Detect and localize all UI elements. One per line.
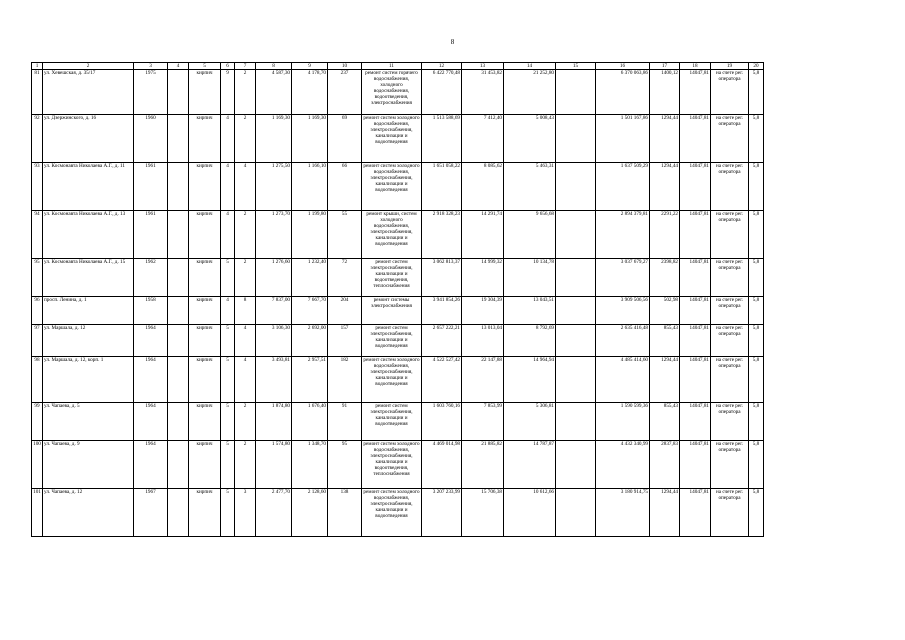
table-row <box>32 441 764 489</box>
residents-cell: 204 <box>328 297 362 325</box>
cost-a-cell: 31 453,82 <box>462 70 504 115</box>
row-number-cell: 100 <box>32 441 43 489</box>
cost-per-m2-cell: 1400,12 <box>650 70 680 115</box>
cost-per-m2-cell: 502,98 <box>650 297 680 325</box>
cost-per-m2-cell: 855,43 <box>650 325 680 357</box>
works-cell: ремонт систем электроснабжения, канализации и водоотведения <box>362 325 422 357</box>
rate-cell: 5,8 <box>749 441 764 489</box>
col4-cell <box>168 297 189 325</box>
cost-b-cell: 5 463,31 <box>504 163 556 211</box>
col4-cell <box>168 70 189 115</box>
rate-cell: 5,8 <box>749 403 764 441</box>
address-cell: ул. Космонавта Николаева А.Г., д. 11 <box>43 163 134 211</box>
limit-cell: 14047,81 <box>680 211 711 259</box>
col4-cell <box>168 325 189 357</box>
row-number-cell: 93 <box>32 163 43 211</box>
entrances-cell: 2 <box>235 441 256 489</box>
total-cost-cell: 6 422 770,48 <box>422 70 462 115</box>
address-cell: просп. Ленина, д. 1 <box>43 297 134 325</box>
col15-cell <box>556 115 596 163</box>
works-cell: ремонт крыши, систем холодного водоснабжения, электроснабжения, канализации и водоотведения <box>362 211 422 259</box>
residents-cell: 91 <box>328 403 362 441</box>
table-row <box>32 489 764 537</box>
year-cell: 1964 <box>134 357 168 403</box>
address-cell: ул. Хевешская, д. 35/17 <box>43 70 134 115</box>
table-row <box>32 259 764 297</box>
year-cell: 1961 <box>134 163 168 211</box>
rate-cell: 5,8 <box>749 115 764 163</box>
wall-material-cell: кирпич <box>189 403 221 441</box>
total-area-cell: 1 574,80 <box>256 441 292 489</box>
address-cell: ул. Чапаева, д. 5 <box>43 403 134 441</box>
year-cell: 1964 <box>134 403 168 441</box>
year-cell: 1964 <box>134 441 168 489</box>
living-area-cell: 2 692,00 <box>292 325 328 357</box>
col4-cell <box>168 211 189 259</box>
cost-b-cell: 8 792,69 <box>504 325 556 357</box>
total-cost-cell: 1 513 588,69 <box>422 115 462 163</box>
row-number-cell: 101 <box>32 489 43 537</box>
entrances-cell: 4 <box>235 325 256 357</box>
column-number-cell: 5 <box>189 63 221 70</box>
total-cost-cell: 1 651 058,22 <box>422 163 462 211</box>
residents-cell: 182 <box>328 357 362 403</box>
works-cell: ремонт систем холодного водоснабжения, электроснабжения, канализации и водоотведения <box>362 489 422 537</box>
cost-c-cell: 6 370 063,86 <box>596 70 650 115</box>
column-number-cell: 6 <box>221 63 235 70</box>
cost-per-m2-cell: 2291,22 <box>650 211 680 259</box>
address-cell: ул. Маршала, д. 12, корп. 1 <box>43 357 134 403</box>
limit-cell: 14047,81 <box>680 403 711 441</box>
column-number-cell: 2 <box>43 63 134 70</box>
col15-cell <box>556 403 596 441</box>
floors-cell: 5 <box>221 441 235 489</box>
total-cost-cell: 4 522 527,42 <box>422 357 462 403</box>
total-area-cell: 1 273,70 <box>256 211 292 259</box>
col15-cell <box>556 357 596 403</box>
floors-cell: 4 <box>221 115 235 163</box>
page-number: 8 <box>450 38 455 46</box>
rate-cell: 5,8 <box>749 297 764 325</box>
financing-cell: на счете рег. оператора <box>711 259 749 297</box>
floors-cell: 9 <box>221 70 235 115</box>
col15-cell <box>556 297 596 325</box>
cost-b-cell: 10 612,66 <box>504 489 556 537</box>
table-row <box>32 325 764 357</box>
total-area-cell: 1 276,60 <box>256 259 292 297</box>
works-cell: ремонт систем электроснабжения, канализации и водоотведения <box>362 403 422 441</box>
financing-cell: на счете рег. оператора <box>711 115 749 163</box>
cost-c-cell: 2 635 416,48 <box>596 325 650 357</box>
residents-cell: 157 <box>328 325 362 357</box>
floors-cell: 5 <box>221 403 235 441</box>
cost-a-cell: 7 853,99 <box>462 403 504 441</box>
cost-c-cell: 4 432 340,99 <box>596 441 650 489</box>
financing-cell: на счете рег. оператора <box>711 403 749 441</box>
col4-cell <box>168 441 189 489</box>
col15-cell <box>556 441 596 489</box>
residents-cell: 237 <box>328 70 362 115</box>
floors-cell: 4 <box>221 163 235 211</box>
financing-cell: на счете рег. оператора <box>711 441 749 489</box>
cost-per-m2-cell: 1294,44 <box>650 489 680 537</box>
row-number-cell: 94 <box>32 211 43 259</box>
cost-c-cell: 3 180 914,75 <box>596 489 650 537</box>
year-cell: 1960 <box>134 115 168 163</box>
col15-cell <box>556 163 596 211</box>
cost-c-cell: 1 637 509,29 <box>596 163 650 211</box>
column-number-cell: 15 <box>556 63 596 70</box>
total-cost-cell: 3 207 233,99 <box>422 489 462 537</box>
address-cell: ул. Маршала, д. 12 <box>43 325 134 357</box>
floors-cell: 4 <box>221 297 235 325</box>
cost-a-cell: 14 291,74 <box>462 211 504 259</box>
works-cell: ремонт систем электроснабжения, канализации и водоотведения, теплоснабжения <box>362 259 422 297</box>
table-row <box>32 163 764 211</box>
living-area-cell: 4 178,70 <box>292 70 328 115</box>
living-area-cell: 1 166,10 <box>292 163 328 211</box>
total-area-cell: 3 493,81 <box>256 357 292 403</box>
col4-cell <box>168 357 189 403</box>
living-area-cell: 2 957,51 <box>292 357 328 403</box>
column-number-cell: 9 <box>292 63 328 70</box>
table-row <box>32 115 764 163</box>
floors-cell: 4 <box>221 211 235 259</box>
cost-b-cell: 13 043,51 <box>504 297 556 325</box>
year-cell: 1964 <box>134 325 168 357</box>
cost-per-m2-cell: 2398,82 <box>650 259 680 297</box>
works-cell: ремонт систем холодного водоснабжения, электроснабжения, канализации и водоотведения <box>362 163 422 211</box>
column-number-cell: 13 <box>462 63 504 70</box>
living-area-cell: 1 348,70 <box>292 441 328 489</box>
col4-cell <box>168 163 189 211</box>
cost-per-m2-cell: 1294,44 <box>650 115 680 163</box>
financing-cell: на счете рег. оператора <box>711 325 749 357</box>
entrances-cell: 2 <box>235 259 256 297</box>
rate-cell: 5,8 <box>749 489 764 537</box>
year-cell: 1967 <box>134 489 168 537</box>
wall-material-cell: кирпич <box>189 211 221 259</box>
floors-cell: 5 <box>221 259 235 297</box>
financing-cell: на счете рег. оператора <box>711 211 749 259</box>
column-number-cell: 7 <box>235 63 256 70</box>
works-cell: ремонт систем холодного водоснабжения, электроснабжения, канализации и водоотведения <box>362 357 422 403</box>
table-row <box>32 297 764 325</box>
row-number-cell: 97 <box>32 325 43 357</box>
cost-a-cell: 8 085,62 <box>462 163 504 211</box>
residents-cell: 138 <box>328 489 362 537</box>
total-cost-cell: 3 941 854,26 <box>422 297 462 325</box>
residents-cell: 72 <box>328 259 362 297</box>
row-number-cell: 98 <box>32 357 43 403</box>
wall-material-cell: кирпич <box>189 357 221 403</box>
entrances-cell: 2 <box>235 115 256 163</box>
column-number-cell: 17 <box>650 63 680 70</box>
cost-c-cell: 3 037 679,27 <box>596 259 650 297</box>
cost-a-cell: 21 885,82 <box>462 441 504 489</box>
rate-cell: 5,8 <box>749 163 764 211</box>
col4-cell <box>168 259 189 297</box>
address-cell: ул. Космонавта Николаева А.Г., д. 13 <box>43 211 134 259</box>
works-cell: ремонт систем холодного водоснабжения, электроснабжения, канализации и водоотведения, теплоснабжения <box>362 441 422 489</box>
financing-cell: на счете рег. оператора <box>711 489 749 537</box>
address-cell: ул. Чапаева, д. 9 <box>43 441 134 489</box>
cost-a-cell: 7 412,40 <box>462 115 504 163</box>
rate-cell: 5,8 <box>749 357 764 403</box>
cost-per-m2-cell: 2837,83 <box>650 441 680 489</box>
col15-cell <box>556 70 596 115</box>
works-cell: ремонт систем горячего водоснабжения, холодного водоснабжения, водоотведения, электроснабжения <box>362 70 422 115</box>
rate-cell: 5,8 <box>749 259 764 297</box>
total-area-cell: 1 169,30 <box>256 115 292 163</box>
table-row <box>32 70 764 115</box>
year-cell: 1975 <box>134 70 168 115</box>
column-number-cell: 11 <box>362 63 422 70</box>
entrances-cell: 3 <box>235 489 256 537</box>
row-number-cell: 92 <box>32 115 43 163</box>
financing-cell: на счете рег. оператора <box>711 70 749 115</box>
total-cost-cell: 3 062 813,37 <box>422 259 462 297</box>
cost-b-cell: 21 252,80 <box>504 70 556 115</box>
total-area-cell: 1 275,50 <box>256 163 292 211</box>
year-cell: 1961 <box>134 211 168 259</box>
col15-cell <box>556 489 596 537</box>
cost-b-cell: 10 134,78 <box>504 259 556 297</box>
cost-c-cell: 1 501 167,86 <box>596 115 650 163</box>
cost-per-m2-cell: 1294,44 <box>650 163 680 211</box>
column-number-cell: 12 <box>422 63 462 70</box>
table-row <box>32 357 764 403</box>
year-cell: 1962 <box>134 259 168 297</box>
col15-cell <box>556 211 596 259</box>
financing-cell: на счете рег. оператора <box>711 357 749 403</box>
address-cell: ул. Чапаева, д. 12 <box>43 489 134 537</box>
cost-c-cell: 2 894 379,81 <box>596 211 650 259</box>
wall-material-cell: кирпич <box>189 259 221 297</box>
cost-b-cell: 5 008,43 <box>504 115 556 163</box>
column-number-cell: 20 <box>749 63 764 70</box>
limit-cell: 14047,81 <box>680 325 711 357</box>
column-number-cell: 18 <box>680 63 711 70</box>
table-row <box>32 403 764 441</box>
total-cost-cell: 4 469 014,98 <box>422 441 462 489</box>
total-area-cell: 4 587,30 <box>256 70 292 115</box>
cost-a-cell: 15 706,38 <box>462 489 504 537</box>
entrances-cell: 4 <box>235 357 256 403</box>
residents-cell: 69 <box>328 115 362 163</box>
financing-cell: на счете рег. оператора <box>711 297 749 325</box>
wall-material-cell: кирпич <box>189 441 221 489</box>
cost-a-cell: 14 999,32 <box>462 259 504 297</box>
total-area-cell: 1 874,80 <box>256 403 292 441</box>
floors-cell: 5 <box>221 325 235 357</box>
address-cell: ул. Дзержинского, д. 16 <box>43 115 134 163</box>
limit-cell: 14047,81 <box>680 441 711 489</box>
address-cell: ул. Космонавта Николаева А.Г., д. 15 <box>43 259 134 297</box>
col4-cell <box>168 489 189 537</box>
cost-per-m2-cell: 855,43 <box>650 403 680 441</box>
living-area-cell: 1 676,40 <box>292 403 328 441</box>
table-row <box>32 211 764 259</box>
column-number-cell: 3 <box>134 63 168 70</box>
cost-c-cell: 4 485 414,60 <box>596 357 650 403</box>
column-number-cell: 14 <box>504 63 556 70</box>
row-number-cell: 99 <box>32 403 43 441</box>
col4-cell <box>168 403 189 441</box>
entrances-cell: 2 <box>235 403 256 441</box>
floors-cell: 5 <box>221 489 235 537</box>
cost-b-cell: 9 656,68 <box>504 211 556 259</box>
cost-a-cell: 19 304,39 <box>462 297 504 325</box>
total-area-cell: 2 477,70 <box>256 489 292 537</box>
cost-a-cell: 22 147,88 <box>462 357 504 403</box>
living-area-cell: 1 199,80 <box>292 211 328 259</box>
year-cell: 1958 <box>134 297 168 325</box>
living-area-cell: 1 232,40 <box>292 259 328 297</box>
column-number-cell: 10 <box>328 63 362 70</box>
living-area-cell: 2 128,60 <box>292 489 328 537</box>
limit-cell: 14047,81 <box>680 163 711 211</box>
wall-material-cell: кирпич <box>189 489 221 537</box>
rate-cell: 5,8 <box>749 211 764 259</box>
total-cost-cell: 1 603 760,16 <box>422 403 462 441</box>
living-area-cell: 1 169,30 <box>292 115 328 163</box>
floors-cell: 5 <box>221 357 235 403</box>
limit-cell: 14047,81 <box>680 297 711 325</box>
row-number-cell: 96 <box>32 297 43 325</box>
wall-material-cell: кирпич <box>189 325 221 357</box>
financing-cell: на счете рег. оператора <box>711 163 749 211</box>
cost-b-cell: 14 787,87 <box>504 441 556 489</box>
wall-material-cell: кирпич <box>189 297 221 325</box>
row-number-cell: 81 <box>32 70 43 115</box>
works-cell: ремонт системы электроснабжения <box>362 297 422 325</box>
total-area-cell: 3 106,30 <box>256 325 292 357</box>
cost-b-cell: 14 964,94 <box>504 357 556 403</box>
column-number-cell: 4 <box>168 63 189 70</box>
cost-a-cell: 13 013,04 <box>462 325 504 357</box>
works-cell: ремонт систем холодного водоснабжения, электроснабжения, канализации и водоотведения <box>362 115 422 163</box>
column-number-row <box>32 63 764 70</box>
residents-cell: 95 <box>328 441 362 489</box>
limit-cell: 14047,81 <box>680 70 711 115</box>
residents-cell: 55 <box>328 211 362 259</box>
cost-per-m2-cell: 1294,44 <box>650 357 680 403</box>
col4-cell <box>168 115 189 163</box>
column-number-cell: 8 <box>256 63 292 70</box>
total-area-cell: 7 837,00 <box>256 297 292 325</box>
wall-material-cell: кирпич <box>189 70 221 115</box>
column-number-cell: 1 <box>32 63 43 70</box>
limit-cell: 14047,81 <box>680 115 711 163</box>
column-number-cell: 19 <box>711 63 749 70</box>
limit-cell: 14047,81 <box>680 489 711 537</box>
living-area-cell: 7 667,70 <box>292 297 328 325</box>
entrances-cell: 4 <box>235 163 256 211</box>
total-cost-cell: 2 918 328,23 <box>422 211 462 259</box>
rate-cell: 5,8 <box>749 325 764 357</box>
col15-cell <box>556 259 596 297</box>
entrances-cell: 8 <box>235 297 256 325</box>
limit-cell: 14047,81 <box>680 357 711 403</box>
wall-material-cell: кирпич <box>189 163 221 211</box>
cost-c-cell: 3 909 506,56 <box>596 297 650 325</box>
cost-b-cell: 5 306,81 <box>504 403 556 441</box>
total-cost-cell: 2 657 222,21 <box>422 325 462 357</box>
column-number-cell: 16 <box>596 63 650 70</box>
entrances-cell: 2 <box>235 211 256 259</box>
row-number-cell: 95 <box>32 259 43 297</box>
col15-cell <box>556 325 596 357</box>
rate-cell: 5,8 <box>749 70 764 115</box>
wall-material-cell: кирпич <box>189 115 221 163</box>
entrances-cell: 2 <box>235 70 256 115</box>
cost-c-cell: 1 590 599,36 <box>596 403 650 441</box>
limit-cell: 14047,81 <box>680 259 711 297</box>
residents-cell: 66 <box>328 163 362 211</box>
capital-repair-register-table <box>31 62 764 537</box>
